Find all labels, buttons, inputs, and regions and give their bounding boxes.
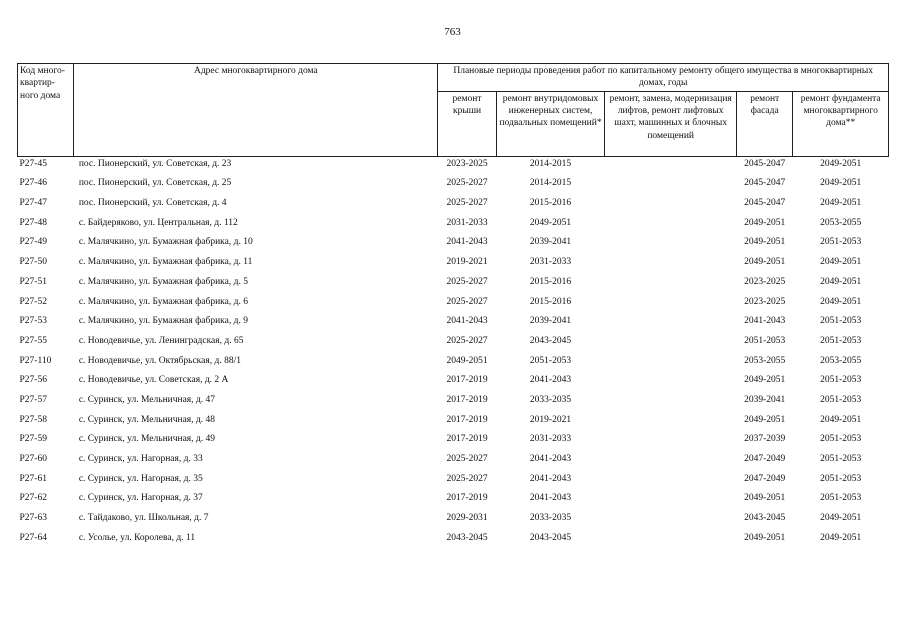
table-row — [18, 276, 889, 296]
table-row — [18, 453, 889, 473]
cell-foundation: 2051-2053 — [820, 473, 862, 484]
cell-roof: 2025-2027 — [446, 276, 488, 287]
table-row — [18, 315, 889, 335]
cell-systems: 2041-2043 — [529, 454, 572, 464]
cell-code: P27-62 — [19, 493, 47, 504]
cell-foundation: 2049-2051 — [820, 158, 862, 169]
cell-lifts — [605, 296, 737, 316]
cell-address: с. Новодевичье, ул. Ленинградская, д. 65 — [78, 335, 244, 346]
table-row — [18, 197, 889, 217]
cell-address: с. Суринск, ул. Мельничная, д. 47 — [78, 394, 216, 405]
cell-roof: 2025-2027 — [446, 296, 488, 307]
cell-code: P27-49 — [19, 237, 47, 248]
cell-foundation: 2053-2055 — [820, 217, 862, 228]
cell-systems: 2015-2016 — [529, 198, 572, 209]
cell-lifts — [605, 315, 737, 335]
cell-systems: 2033-2035 — [529, 394, 572, 405]
cell-facade: 2049-2051 — [744, 257, 786, 268]
cell-roof: 2025-2027 — [446, 473, 488, 484]
cell-address: с. Усолье, ул. Королева, д. 11 — [78, 532, 196, 543]
cell-roof: 2017-2019 — [446, 394, 488, 405]
header-code: Код много-квартир-ного дома — [18, 64, 74, 157]
cell-lifts — [605, 374, 737, 394]
cell-systems: 2033-2035 — [529, 513, 572, 524]
cell-roof: 2017-2019 — [446, 375, 488, 386]
cell-address: с. Новодевичье, ул. Октябрьская, д. 88/1 — [78, 355, 241, 366]
cell-lifts — [605, 236, 737, 256]
cell-systems: 2039-2041 — [529, 237, 572, 248]
cell-code: P27-53 — [19, 316, 47, 327]
cell-roof: 2019-2021 — [446, 257, 488, 268]
cell-lifts — [605, 414, 737, 434]
cell-lifts — [605, 256, 737, 276]
table-row — [18, 156, 889, 177]
cell-code: P27-58 — [19, 414, 47, 425]
cell-foundation: 2051-2053 — [820, 493, 862, 504]
cell-address: с. Суринск, ул. Мельничная, д. 48 — [78, 414, 216, 425]
header-facade: ремонт фасада — [737, 91, 793, 156]
cell-systems: 2041-2043 — [529, 473, 572, 484]
cell-address: с. Суринск, ул. Нагорная, д. 37 — [78, 493, 203, 504]
cell-foundation: 2051-2053 — [820, 394, 862, 405]
cell-code: P27-51 — [19, 276, 47, 287]
cell-address: с. Суринск, ул. Нагорная, д. 35 — [78, 473, 203, 484]
cell-foundation: 2049-2051 — [820, 276, 862, 287]
cell-address: с. Тайдаково, ул. Школьная, д. 7 — [78, 513, 209, 524]
table-row — [18, 236, 889, 256]
cell-facade: 2045-2047 — [744, 178, 786, 189]
header-roof: ремонт крыши — [438, 91, 496, 156]
cell-code: P27-61 — [19, 473, 47, 484]
cell-code: P27-60 — [19, 454, 47, 464]
cell-code: P27-47 — [19, 198, 47, 209]
cell-facade: 2049-2051 — [744, 532, 786, 543]
cell-foundation: 2049-2051 — [820, 513, 862, 524]
table-row — [18, 414, 889, 434]
cell-facade: 2023-2025 — [744, 296, 786, 307]
cell-systems: 2041-2043 — [529, 493, 572, 504]
cell-lifts — [605, 276, 737, 296]
cell-address: с. Малячкино, ул. Бумажная фабрика, д. 9 — [78, 316, 248, 327]
cell-code: P27-56 — [19, 375, 47, 386]
cell-facade: 2047-2049 — [744, 454, 786, 464]
cell-lifts — [605, 335, 737, 355]
cell-roof: 2023-2025 — [446, 158, 488, 169]
cell-systems: 2051-2053 — [529, 355, 572, 366]
cell-facade: 2041-2043 — [744, 316, 786, 327]
cell-code: P27-45 — [19, 158, 47, 169]
cell-roof: 2017-2019 — [446, 493, 488, 504]
cell-systems: 2015-2016 — [529, 296, 572, 307]
table-row — [18, 177, 889, 197]
cell-address: с. Малячкино, ул. Бумажная фабрика, д. 6 — [78, 296, 248, 307]
cell-address: пос. Пионерский, ул. Советская, д. 25 — [78, 178, 232, 189]
cell-foundation: 2049-2051 — [820, 414, 862, 425]
cell-systems: 2049-2051 — [529, 217, 572, 228]
cell-systems: 2019-2021 — [529, 414, 572, 425]
cell-foundation: 2051-2053 — [820, 237, 862, 248]
cell-roof: 2031-2033 — [446, 217, 488, 228]
cell-roof: 2029-2031 — [446, 513, 488, 524]
cell-address: пос. Пионерский, ул. Советская, д. 4 — [78, 198, 227, 209]
cell-lifts — [605, 512, 737, 532]
cell-lifts — [605, 532, 737, 552]
cell-lifts — [605, 156, 737, 177]
header-lifts: ремонт, замена, модернизация лифтов, ремонт лифтовых шахт, машинных и блочных помещений — [605, 91, 737, 156]
table-header — [18, 64, 889, 157]
header-foundation: ремонт фундамента многоквартирного дома** — [793, 91, 889, 156]
cell-systems: 2015-2016 — [529, 276, 572, 287]
table-row — [18, 492, 889, 512]
cell-roof: 2025-2027 — [446, 454, 488, 464]
cell-lifts — [605, 177, 737, 197]
cell-systems: 2039-2041 — [529, 316, 572, 327]
header-address: Адрес многоквартирного дома — [74, 64, 438, 157]
table-row — [18, 473, 889, 493]
cell-code: P27-64 — [19, 532, 47, 543]
table-row — [18, 256, 889, 276]
cell-lifts — [605, 492, 737, 512]
header-planned-periods: Плановые периоды проведения работ по капитальному ремонту общего имущества в многоквартирных домах, годы — [438, 64, 889, 92]
cell-code: P27-48 — [19, 217, 47, 228]
cell-systems: 2031-2033 — [529, 434, 572, 445]
cell-lifts — [605, 394, 737, 414]
cell-systems: 2014-2015 — [529, 158, 572, 169]
cell-foundation: 2049-2051 — [820, 178, 862, 189]
cell-address: пос. Пионерский, ул. Советская, д. 23 — [78, 158, 232, 169]
cell-facade: 2045-2047 — [744, 198, 786, 209]
cell-lifts — [605, 473, 737, 493]
cell-facade: 2023-2025 — [744, 276, 786, 287]
cell-facade: 2049-2051 — [744, 217, 786, 228]
cell-foundation: 2051-2053 — [820, 375, 862, 386]
cell-code: P27-57 — [19, 394, 47, 405]
cell-roof: 2025-2027 — [446, 198, 488, 209]
table-row — [18, 394, 889, 414]
cell-foundation: 2051-2053 — [820, 335, 862, 346]
cell-code: P27-50 — [19, 257, 47, 268]
table-row — [18, 217, 889, 237]
cell-systems: 2043-2045 — [529, 532, 572, 543]
cell-code: P27-110 — [19, 355, 52, 366]
cell-systems: 2031-2033 — [529, 257, 572, 268]
cell-systems: 2014-2015 — [529, 178, 572, 189]
cell-roof: 2041-2043 — [446, 237, 488, 248]
cell-foundation: 2049-2051 — [820, 532, 862, 543]
cell-lifts — [605, 453, 737, 473]
cell-roof: 2017-2019 — [446, 434, 488, 445]
cell-foundation: 2049-2051 — [820, 296, 862, 307]
cell-address: с. Малячкино, ул. Бумажная фабрика, д. 5 — [78, 276, 248, 287]
table-row — [18, 433, 889, 453]
cell-code: P27-46 — [19, 178, 47, 189]
cell-code: P27-63 — [19, 513, 47, 524]
table-row — [18, 296, 889, 316]
cell-lifts — [605, 197, 737, 217]
cell-facade: 2039-2041 — [744, 394, 786, 405]
cell-facade: 2043-2045 — [744, 513, 786, 524]
table-row — [18, 512, 889, 532]
cell-code: P27-52 — [19, 296, 47, 307]
cell-lifts — [605, 217, 737, 237]
table-body — [18, 156, 889, 551]
cell-systems: 2041-2043 — [529, 375, 572, 386]
cell-address: с. Малячкино, ул. Бумажная фабрика, д. 10 — [78, 237, 253, 248]
cell-code: P27-55 — [19, 335, 47, 346]
cell-facade: 2047-2049 — [744, 473, 786, 484]
cell-roof: 2025-2027 — [446, 178, 488, 189]
cell-roof: 2025-2027 — [446, 335, 488, 346]
cell-foundation: 2051-2053 — [820, 316, 862, 327]
cell-roof: 2049-2051 — [446, 355, 488, 366]
cell-facade: 2053-2055 — [744, 355, 786, 366]
cell-facade: 2049-2051 — [744, 375, 786, 386]
cell-facade: 2049-2051 — [744, 493, 786, 504]
table-row — [18, 374, 889, 394]
header-systems: ремонт внутридомовых инженерных систем, подвальных помещений* — [496, 91, 605, 156]
table-row — [18, 335, 889, 355]
cell-facade: 2037-2039 — [744, 434, 786, 445]
cell-facade: 2049-2051 — [744, 414, 786, 425]
cell-address: с. Суринск, ул. Мельничная, д. 49 — [78, 434, 216, 445]
cell-code: P27-59 — [19, 434, 47, 445]
cell-facade: 2049-2051 — [744, 237, 786, 248]
cell-systems: 2043-2045 — [529, 335, 572, 346]
table-row — [18, 355, 889, 375]
cell-facade: 2051-2053 — [744, 335, 786, 346]
cell-foundation: 2049-2051 — [820, 257, 862, 268]
cell-facade: 2045-2047 — [744, 158, 786, 169]
cell-foundation: 2051-2053 — [820, 434, 862, 445]
cell-address: с. Суринск, ул. Нагорная, д. 33 — [78, 454, 203, 464]
cell-roof: 2017-2019 — [446, 414, 488, 425]
cell-roof: 2041-2043 — [446, 316, 488, 327]
cell-address: с. Байдеряково, ул. Центральная, д. 112 — [78, 217, 238, 228]
table-row — [18, 532, 889, 552]
cell-address: с. Малячкино, ул. Бумажная фабрика, д. 11 — [78, 257, 253, 268]
repair-schedule-table — [17, 63, 889, 551]
cell-foundation: 2049-2051 — [820, 198, 862, 209]
cell-lifts — [605, 433, 737, 453]
cell-foundation: 2053-2055 — [820, 355, 862, 366]
page-number: 763 — [444, 26, 461, 38]
cell-lifts — [605, 355, 737, 375]
cell-foundation: 2051-2053 — [820, 454, 862, 464]
cell-address: с. Новодевичье, ул. Советская, д. 2 А — [78, 375, 229, 386]
cell-roof: 2043-2045 — [446, 532, 488, 543]
